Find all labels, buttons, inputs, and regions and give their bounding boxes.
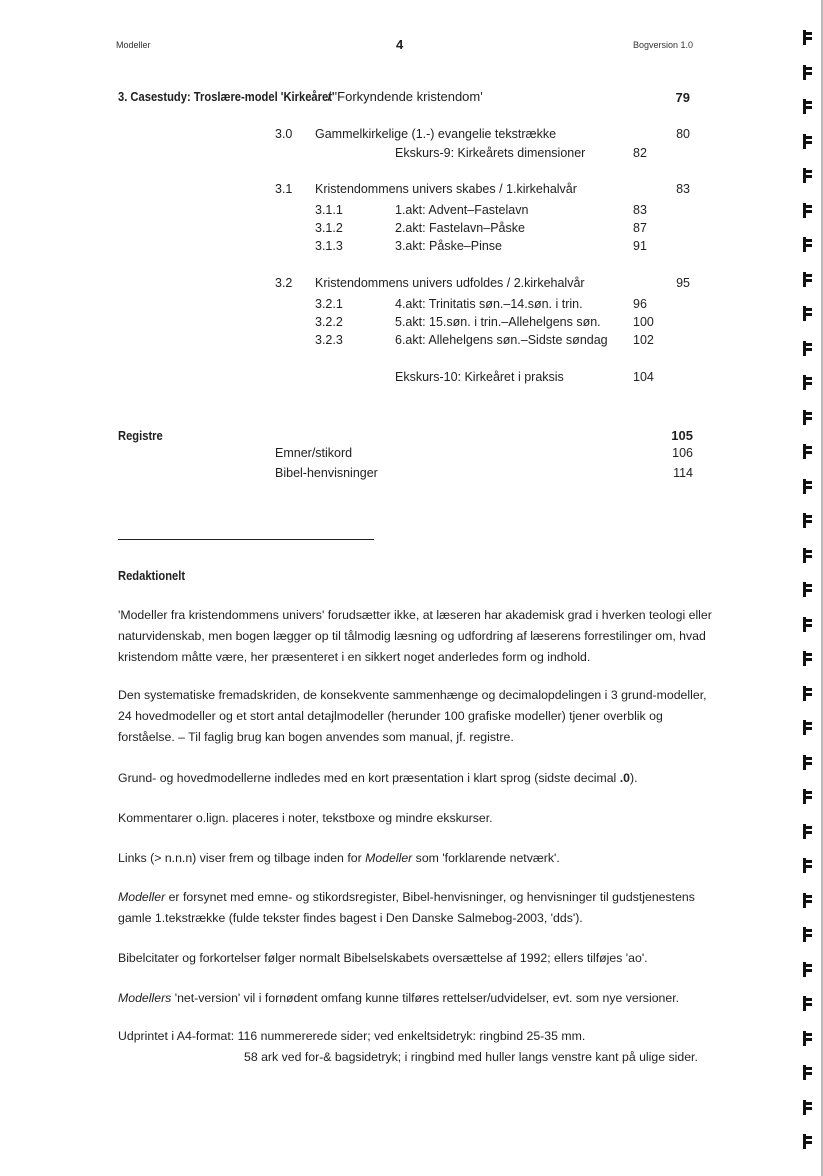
toc-title: 5.akt: 15.søn. i trin.–Allehelgens søn.: [395, 315, 601, 329]
paragraph-text: Bibelcitater og forkortelser følger normalt Bibelselskabets oversættelse af 1992; ellers tilføjes 'ao'.: [118, 951, 648, 965]
binder-mark-icon: [803, 893, 813, 908]
running-header-right: Bogversion 1.0: [633, 40, 694, 50]
toc-title: 2.akt: Fastelavn–Påske: [395, 221, 525, 235]
toc-num: 3.2.1: [315, 297, 343, 311]
binder-mark-icon: [803, 582, 813, 597]
toc-num: 3.1: [275, 182, 293, 196]
toc-title: Emner/stikord: [275, 446, 353, 460]
toc-title: Kristendommens univers udfoldes / 2.kirkehalvår: [315, 276, 585, 290]
toc-page: 104: [633, 370, 654, 384]
binder-mark-icon: [803, 99, 813, 114]
binder-mark-icon: [803, 1100, 813, 1115]
paragraph-text: Links (> n.n.n) viser frem og tilbage inden for: [118, 851, 366, 865]
binder-mark-icon: [803, 30, 813, 45]
paragraph-text: 'Modeller fra kristendommens univers' forudsætter ikke, at læseren har akademisk grad i hverken teologi eller naturvidenskab, men bogen lægger op til tålmodig læsning og udfordring af læserens forrestilinger om, hvad kristendom måtte være, her præsenteret i en sikkert noget anderledes form og indhold.: [118, 608, 712, 664]
toc-num: 3.1.3: [315, 239, 343, 253]
binder-mark-icon: [803, 824, 813, 839]
binder-mark-icon: [803, 168, 813, 183]
binder-mark-icon: [803, 513, 813, 528]
registre-heading: Registre: [118, 428, 163, 443]
paragraph: [118, 808, 718, 829]
paragraph-italic: Modellers: [118, 991, 172, 1005]
binder-mark-icon: [803, 617, 813, 632]
binder-mark-icon: [803, 134, 813, 149]
paragraph-bold: .0: [619, 771, 630, 785]
separator-rule: [118, 539, 374, 540]
print-info-line2: 58 ark ved for-& bagsidetryk; i ringbind med huller langs venstre kant på ulige sider.: [244, 1050, 698, 1064]
binder-mark-icon: [803, 1065, 813, 1080]
toc-title: 6.akt: Allehelgens søn.–Sidste søndag: [395, 333, 608, 347]
toc-title: Ekskurs-9: Kirkeårets dimensioner: [395, 146, 586, 160]
toc-page: 102: [633, 333, 654, 347]
paragraph: [118, 605, 718, 668]
binder-mark-icon: [803, 651, 813, 666]
binder-mark-icon: [803, 858, 813, 873]
binder-mark-icon: [803, 375, 813, 390]
binder-mark-icon: [803, 479, 813, 494]
toc-title: 3.akt: Påske–Pinse: [395, 239, 503, 253]
paragraph: [118, 848, 718, 869]
section-heading-rest: / 'Forkyndende kristendom': [323, 89, 483, 104]
toc-num: 3.1.2: [315, 221, 343, 235]
toc-num: 3.2.2: [315, 315, 343, 329]
binder-mark-icon: [803, 341, 813, 356]
binder-mark-icon: [803, 203, 813, 218]
redaktionelt-heading: Redaktionelt: [118, 568, 186, 583]
binder-mark-icon: [803, 789, 813, 804]
paragraph-text: Grund- og hovedmodellerne indledes med en kort præsentation i klart sprog (sidste decimal: [118, 771, 620, 785]
toc-num: 3.2.3: [315, 333, 343, 347]
toc-page: 83: [676, 182, 690, 196]
toc-page: 83: [633, 203, 647, 217]
binder-mark-icon: [803, 306, 813, 321]
section-heading-page: 79: [675, 90, 690, 105]
toc-num: 3.1.1: [315, 203, 343, 217]
toc-title: Bibel-henvisninger: [275, 466, 378, 480]
binder-mark-icon: [803, 65, 813, 80]
paragraph: [118, 887, 718, 929]
toc-page: 82: [633, 146, 647, 160]
section-heading: [118, 89, 483, 104]
binder-mark-icon: [803, 1134, 813, 1149]
paragraph-text: er forsynet med emne- og stikordsregister, Bibel-henvisninger, og henvisninger til gudstjenestens gamle 1.tekstrække (fulde tekster findes bagest i Den Danske Salmebog-2003, 'dds').: [118, 890, 695, 925]
toc-title: 1.akt: Advent–Fastelavn: [395, 203, 529, 217]
running-header-left: Modeller: [116, 40, 151, 50]
toc-title: Ekskurs-10: Kirkeåret i praksis: [395, 370, 564, 384]
paragraph-text: 'net-version' vil i fornødent omfang kunne tilføres rettelser/udvidelser, evt. som nye versioner.: [171, 991, 680, 1005]
binder-mark-icon: [803, 686, 813, 701]
paragraph-text: som 'forklarende netværk'.: [412, 851, 560, 865]
toc-page: 100: [633, 315, 654, 329]
binder-mark-icon: [803, 444, 813, 459]
registre-page: 105: [671, 428, 693, 443]
binder-mark-icon: [803, 237, 813, 252]
toc-page: 114: [673, 466, 693, 480]
binder-mark-icon: [803, 410, 813, 425]
toc-num: 3.2: [275, 276, 293, 290]
toc-page: 91: [633, 239, 647, 253]
paragraph: [118, 685, 718, 748]
binder-mark-icon: [803, 548, 813, 563]
toc-title: Gammelkirkelige (1.-) evangelie tekstrække: [315, 127, 557, 141]
page-number: 4: [396, 37, 404, 52]
binder-mark-icon: [803, 996, 813, 1011]
paragraph: [118, 948, 718, 969]
print-info-line1: Udprintet i A4-format: 116 nummererede sider; ved enkeltsidetryk: ringbind 25-35 mm.: [118, 1029, 586, 1043]
toc-page: 87: [633, 221, 647, 235]
binder-mark-icon: [803, 755, 813, 770]
paragraph: [118, 768, 718, 789]
binder-mark-icon: [803, 927, 813, 942]
toc-num: 3.0: [275, 127, 293, 141]
paragraph-text: Kommentarer o.lign. placeres i noter, tekstboxe og mindre ekskurser.: [118, 811, 493, 825]
toc-page: 80: [676, 127, 690, 141]
paragraph-text: ).: [629, 771, 638, 785]
toc-page: 96: [633, 297, 647, 311]
toc-title: 4.akt: Trinitatis søn.–14.søn. i trin.: [395, 297, 583, 311]
binder-mark-icon: [803, 272, 813, 287]
section-heading-bold: 3. Casestudy: Troslære-model 'Kirkeåret': [118, 89, 335, 104]
binder-mark-icon: [803, 1031, 813, 1046]
paragraph-text: Den systematiske fremadskriden, de konsekvente sammenhænge og decimalopdelingen i 3 grund-modeller, 24 hovedmodeller og et stort antal detajlmodeller (herunder 100 grafiske modeller) tjener overblik og forståelse. – Til faglig brug kan bogen anvendes som manual, jf. registre.: [118, 688, 707, 744]
binder-mark-icon: [803, 720, 813, 735]
toc-title: Kristendommens univers skabes / 1.kirkehalvår: [315, 182, 577, 196]
toc-page: 106: [672, 446, 693, 460]
binder-mark-icon: [803, 962, 813, 977]
paragraph-italic: Modeller: [118, 890, 166, 904]
paragraph: [118, 988, 718, 1009]
paragraph-italic: Modeller: [365, 851, 413, 865]
toc-page: 95: [676, 276, 690, 290]
